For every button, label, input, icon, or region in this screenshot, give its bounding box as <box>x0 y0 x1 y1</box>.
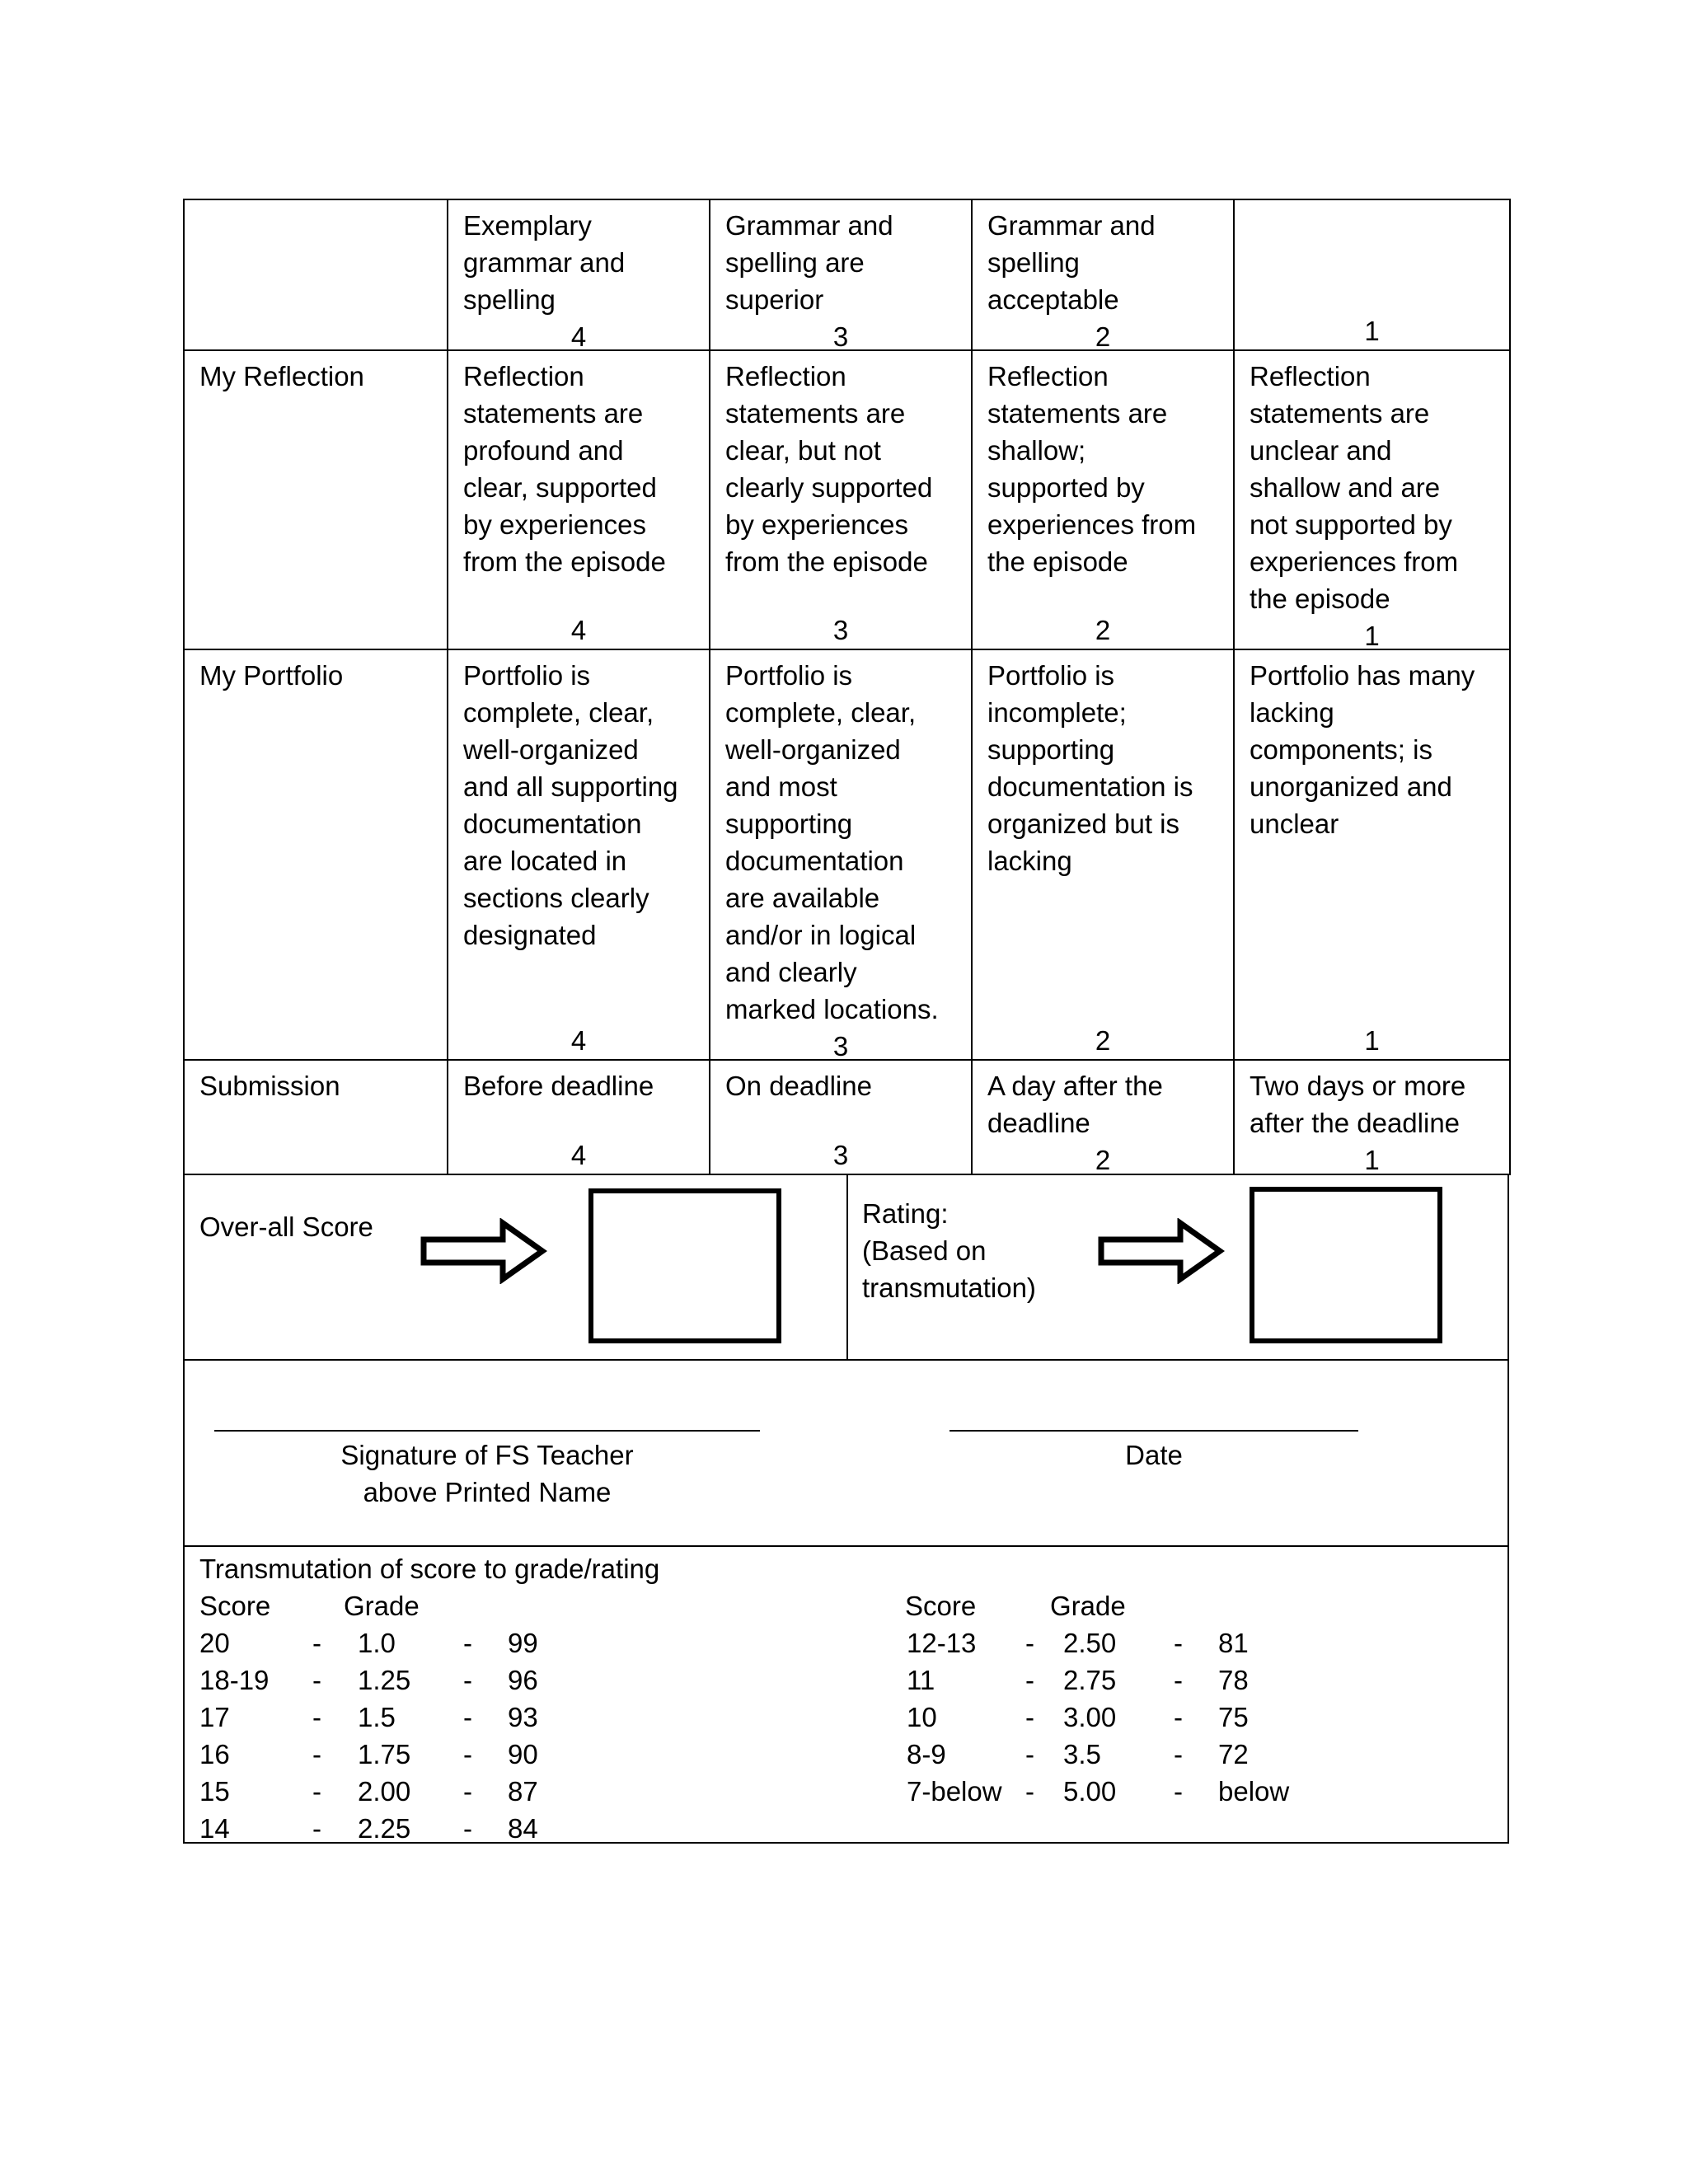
rubric-cell <box>1234 350 1510 649</box>
transmutation-title: Transmutation of score to grade/rating <box>199 1554 660 1584</box>
score-section <box>183 1175 1509 1361</box>
teacher-signature-label: Signature of FS Teacher above Printed Name <box>340 1440 634 1507</box>
score-value: 1 <box>1364 316 1380 346</box>
transmutation-rating: below <box>1218 1776 1290 1807</box>
descriptor-text: Reflection statements are unclear and shallow and are not supported by experiences from the episode <box>1250 361 1459 614</box>
separator: - <box>463 1776 472 1807</box>
rubric-cell <box>710 1060 972 1174</box>
rubric-row-submission <box>184 1060 1510 1174</box>
score-value: 2 <box>1095 615 1111 645</box>
separator: - <box>463 1665 472 1695</box>
transmutation-row <box>185 1810 1503 1847</box>
separator: - <box>312 1665 321 1695</box>
transmutation-rating: 93 <box>508 1702 538 1732</box>
score-value: 3 <box>832 615 849 645</box>
rubric-cell <box>710 350 972 649</box>
transmutation-rating: 96 <box>508 1665 538 1695</box>
date-line[interactable] <box>950 1430 1358 1432</box>
score-value: 4 <box>570 615 587 645</box>
descriptor-text: Reflection statements are profound and clear, supported by experiences from the episode <box>463 361 666 577</box>
transmutation-score: 20 <box>199 1628 230 1658</box>
rubric-cell <box>1234 199 1510 350</box>
transmutation-rating: 87 <box>508 1776 538 1807</box>
rubric-cell <box>1234 1060 1510 1174</box>
transmutation-grade: 1.75 <box>358 1739 411 1769</box>
separator: - <box>1174 1702 1183 1732</box>
transmutation-row <box>185 1736 1503 1773</box>
rubric-table <box>183 199 1511 1175</box>
transmutation-grade: 2.25 <box>358 1813 411 1844</box>
score-divider <box>846 1175 848 1359</box>
rubric-cell <box>972 649 1234 1060</box>
rubric-cell <box>448 649 710 1060</box>
criterion-cell <box>184 649 448 1060</box>
transmutation-score: 11 <box>907 1665 935 1695</box>
separator: - <box>1174 1628 1183 1658</box>
descriptor-text: Grammar and spelling are superior <box>725 210 893 315</box>
right-header-row <box>185 1587 1126 1624</box>
score-value: 3 <box>832 1031 849 1062</box>
rubric-cell <box>972 350 1234 649</box>
score-value: 1 <box>1364 621 1380 651</box>
criterion-label: My Portfolio <box>199 660 344 691</box>
transmutation-grade: 3.5 <box>1063 1739 1101 1769</box>
descriptor-text: Two days or more after the deadline <box>1250 1071 1466 1138</box>
transmutation-rating: 75 <box>1218 1702 1249 1732</box>
separator: - <box>1025 1665 1034 1695</box>
separator: - <box>463 1739 472 1769</box>
separator: - <box>312 1702 321 1732</box>
signature-section <box>183 1361 1509 1547</box>
transmutation-score: 18-19 <box>199 1665 270 1695</box>
separator: - <box>463 1813 472 1844</box>
transmutation-grade: 1.0 <box>358 1628 396 1658</box>
rating-box[interactable] <box>1250 1187 1442 1343</box>
rubric-cell <box>972 199 1234 350</box>
separator: - <box>1025 1702 1034 1732</box>
transmutation-score: 17 <box>199 1702 230 1732</box>
separator: - <box>1025 1776 1034 1807</box>
transmutation-score: 8-9 <box>907 1739 946 1769</box>
transmutation-rating: 84 <box>508 1813 538 1844</box>
rubric-cell <box>1234 649 1510 1060</box>
rubric-form <box>183 199 1509 1844</box>
rubric-cell <box>710 199 972 350</box>
separator: - <box>312 1739 321 1769</box>
score-value: 3 <box>832 321 849 352</box>
descriptor-text: Portfolio has many lacking components; is unorganized and unclear <box>1250 660 1475 839</box>
grade-header: Grade <box>1050 1591 1126 1621</box>
transmutation-grade: 5.00 <box>1063 1776 1117 1807</box>
criterion-cell <box>184 350 448 649</box>
criterion-cell <box>184 199 448 350</box>
descriptor-text: Portfolio is incomplete; supporting documentation is organized but is lacking <box>987 660 1193 876</box>
score-value: 4 <box>570 1140 587 1170</box>
transmutation-grade: 3.00 <box>1063 1702 1117 1732</box>
descriptor-text: On deadline <box>725 1071 872 1101</box>
right-arrow-icon <box>420 1218 547 1284</box>
transmutation-row <box>185 1661 1503 1699</box>
criterion-label: Submission <box>199 1071 340 1101</box>
rating-label: Rating: (Based on transmutation) <box>862 1198 1036 1303</box>
overall-score-box[interactable] <box>588 1188 781 1343</box>
score-header: Score <box>905 1591 977 1621</box>
grade-header: Grade <box>344 1591 420 1621</box>
transmutation-score: 12-13 <box>907 1628 977 1658</box>
score-value: 4 <box>570 1025 587 1056</box>
descriptor-text: Before deadline <box>463 1071 654 1101</box>
score-header: Score <box>199 1591 271 1621</box>
separator: - <box>312 1776 321 1807</box>
overall-score-label: Over-all Score <box>199 1212 373 1242</box>
separator: - <box>1174 1739 1183 1769</box>
rubric-cell <box>972 1060 1234 1174</box>
descriptor-text: Portfolio is complete, clear, well-organized and most supporting documentation are available and/or in logical and clearly marked locations. <box>725 660 939 1024</box>
transmutation-row <box>185 1624 1503 1661</box>
descriptor-text: Portfolio is complete, clear, well-organized and all supporting documentation are located in sections clearly designated <box>463 660 678 950</box>
separator: - <box>312 1813 321 1844</box>
transmutation-score: 14 <box>199 1813 230 1844</box>
score-value: 1 <box>1364 1025 1380 1056</box>
transmutation-grade: 2.00 <box>358 1776 411 1807</box>
score-value: 3 <box>832 1140 849 1170</box>
rubric-cell <box>448 350 710 649</box>
transmutation-score: 7-below <box>907 1776 1002 1807</box>
transmutation-grade: 2.75 <box>1063 1665 1117 1695</box>
transmutation-grade: 1.25 <box>358 1665 411 1695</box>
score-value: 2 <box>1095 1025 1111 1056</box>
criterion-cell <box>184 1060 448 1174</box>
score-value: 2 <box>1095 1145 1111 1175</box>
transmutation-score: 10 <box>907 1702 937 1732</box>
transmutation-row <box>185 1699 1503 1736</box>
descriptor-text: Reflection statements are clear, but not clearly supported by experiences from the episode <box>725 361 933 577</box>
descriptor-text: Reflection statements are shallow; supported by experiences from the episode <box>987 361 1197 577</box>
transmutation-grade: 2.50 <box>1063 1628 1117 1658</box>
separator: - <box>1174 1665 1183 1695</box>
right-arrow-icon <box>1098 1218 1225 1284</box>
rubric-row-portfolio <box>184 649 1510 1060</box>
descriptor-text: Exemplary grammar and spelling <box>463 210 626 315</box>
score-value: 2 <box>1095 321 1111 352</box>
rubric-row-reflection <box>184 350 1510 649</box>
signature-line[interactable] <box>214 1430 760 1432</box>
transmutation-row <box>185 1773 1503 1810</box>
separator: - <box>463 1702 472 1732</box>
transmutation-rating: 72 <box>1218 1739 1249 1769</box>
separator: - <box>463 1628 472 1658</box>
transmutation-rating: 81 <box>1218 1628 1249 1658</box>
transmutation-score: 16 <box>199 1739 230 1769</box>
separator: - <box>312 1628 321 1658</box>
transmutation-section <box>183 1547 1509 1844</box>
rubric-row-grammar <box>184 199 1510 350</box>
score-value: 1 <box>1364 1145 1380 1175</box>
rubric-cell <box>710 649 972 1060</box>
criterion-label: My Reflection <box>199 361 364 391</box>
transmutation-rating: 78 <box>1218 1665 1249 1695</box>
transmutation-score: 15 <box>199 1776 230 1807</box>
rubric-cell <box>448 1060 710 1174</box>
date-label: Date <box>1125 1440 1183 1470</box>
transmutation-rating: 99 <box>508 1628 538 1658</box>
transmutation-rating: 90 <box>508 1739 538 1769</box>
separator: - <box>1025 1739 1034 1769</box>
descriptor-text: Grammar and spelling acceptable <box>987 210 1156 315</box>
separator: - <box>1174 1776 1183 1807</box>
transmutation-grade: 1.5 <box>358 1702 396 1732</box>
descriptor-text: A day after the deadline <box>987 1071 1163 1138</box>
separator: - <box>1025 1628 1034 1658</box>
rubric-cell <box>448 199 710 350</box>
score-value: 4 <box>570 321 587 352</box>
